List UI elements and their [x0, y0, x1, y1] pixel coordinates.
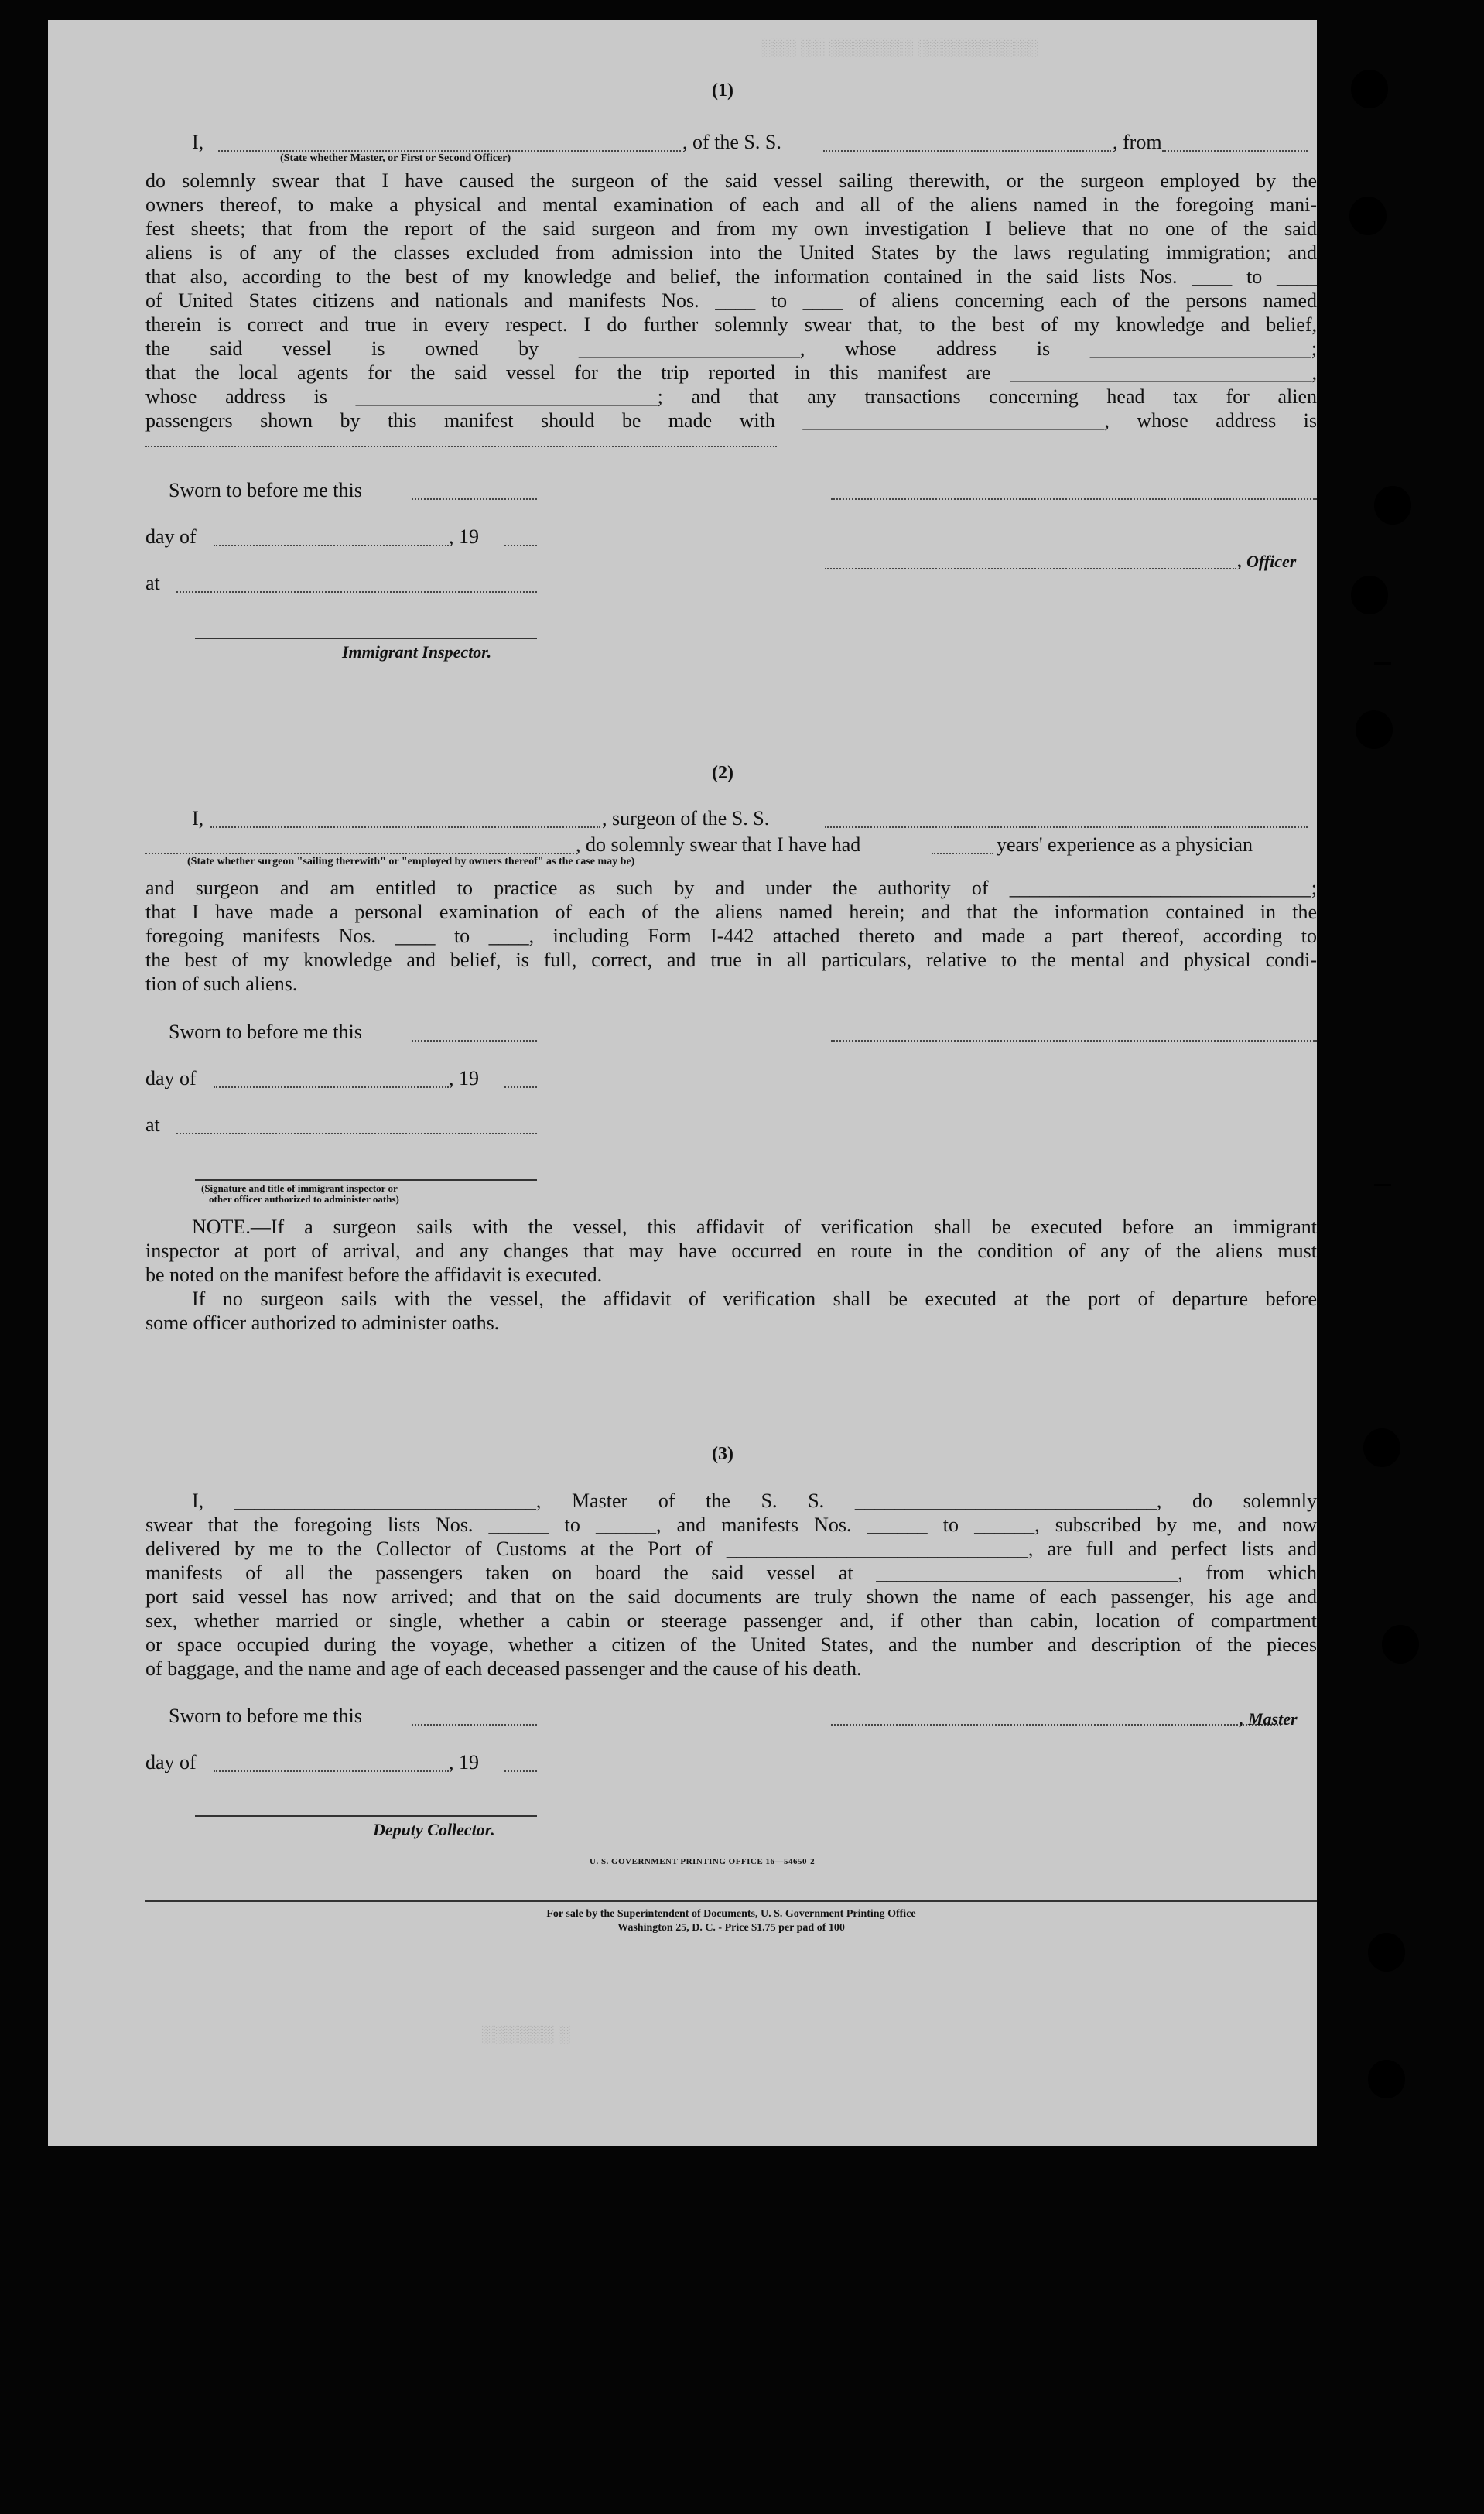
edge-mark	[1374, 662, 1391, 665]
section-1-i-label: I,	[192, 131, 204, 153]
surgeon-vessel-field	[825, 826, 1308, 828]
section-2-caption: (State whether surgeon "sailing therewith" or "employed by owners thereof" as the case may be)	[187, 856, 635, 867]
section-2-year-label: , 19	[449, 1067, 479, 1089]
section-2-i-label: I,	[192, 807, 204, 829]
gpo-imprint: U. S. GOVERNMENT PRINTING OFFICE 16—54650-2	[590, 1857, 816, 1866]
section-2-number: (2)	[712, 763, 733, 783]
section-2-swear-label: , do solemnly swear that I have had	[576, 833, 861, 856]
years-experience-field	[932, 853, 993, 854]
signature-caption-1: (Signature and title of immigrant inspector or	[201, 1182, 398, 1194]
footer-sale-line-2: Washington 25, D. C. - Price $1.75 per pad of 100	[617, 1922, 845, 1934]
day-of-field	[214, 545, 449, 546]
from-port-field	[1162, 150, 1308, 152]
section-3-number: (3)	[712, 1444, 733, 1464]
section-1-caption: (State whether Master, or First or Second Officer)	[280, 152, 511, 164]
officer-signature-field	[825, 568, 1236, 569]
section-1-day-label: day of	[145, 525, 197, 548]
section-2-day-label: day of	[145, 1067, 197, 1089]
surgeon-signature-field	[831, 1040, 1317, 1042]
inspector-signature-line	[195, 1179, 537, 1181]
binder-hole	[1368, 2060, 1405, 2098]
binder-hole	[1351, 70, 1388, 108]
day-of-field	[214, 1770, 449, 1772]
officer-signature-line-1	[831, 498, 1317, 500]
footer-rule	[145, 1900, 1317, 1902]
officer-rank-field	[218, 150, 681, 152]
bleed-through-text: ░░░ ░░ ░░░░░░░ ░░░░░░░░░░	[760, 37, 1038, 56]
day-of-field	[214, 1086, 449, 1088]
section-1-number: (1)	[712, 80, 733, 101]
year-field	[504, 1086, 537, 1088]
section-2-sworn-label: Sworn to before me this	[169, 1021, 362, 1043]
vessel-name-field	[823, 150, 1111, 152]
surgeon-name-field	[210, 826, 600, 828]
section-1-at-label: at	[145, 572, 160, 594]
sworn-date-field	[412, 1040, 537, 1042]
binder-hole	[1349, 197, 1387, 235]
binder-hole	[1368, 1933, 1405, 1972]
inspector-label: Immigrant Inspector.	[342, 642, 492, 662]
section-2-physician-label: years' experience as a physician	[997, 833, 1253, 856]
year-field	[504, 545, 537, 546]
binder-hole	[1351, 576, 1388, 614]
edge-mark	[1374, 1184, 1391, 1186]
section-3-year-label: , 19	[449, 1751, 479, 1773]
section-3-day-label: day of	[145, 1751, 197, 1773]
section-1-sworn-label: Sworn to before me this	[169, 479, 362, 501]
binder-hole	[1382, 1625, 1419, 1664]
footer-sale-line-1: For sale by the Superintendent of Documents, U. S. Government Printing Office	[546, 1908, 916, 1920]
collector-label: Deputy Collector.	[373, 1820, 495, 1839]
binder-hole	[1356, 710, 1393, 749]
sworn-date-field	[412, 498, 537, 500]
sworn-date-field	[412, 1724, 537, 1726]
binder-hole	[1363, 1428, 1400, 1467]
master-signature-field	[831, 1724, 1281, 1726]
section-3-sworn-label: Sworn to before me this	[169, 1705, 362, 1727]
section-2-at-label: at	[145, 1113, 160, 1136]
head-tax-address-field	[145, 446, 777, 447]
inspector-signature-line	[195, 638, 537, 639]
bleed-through-text: ░░░░░░ ░	[481, 2024, 570, 2044]
year-field	[504, 1770, 537, 1772]
section-1-year-label: , 19	[449, 525, 479, 548]
binder-hole	[1374, 486, 1411, 525]
document-page: ░░░ ░░ ░░░░░░░ ░░░░░░░░░░ ░░░░░░ ░ (1) I, , of the S. S. , from (State whether Master, or First or Second Officer) do solemnly swear that I have caused the surgeon of the said vessel sailing therewith, or the surgeon employed by the owners thereof, to make a physical and mental examination of each and all of the aliens named in the foregoing mani- fest sheets; that from the report of the said surgeon and from my own investigation I believe that no one of the said aliens is of any of the classes excluded from admission into the United States by the laws regulating immigration; and that also, according to the best of my knowledge and belief, the information contained in the said lists Nos. ____ to ____ of United States citizens and nationals and manifests Nos. ____ to ____ of aliens concerning each of the persons named therein is correct and true in every respect. I do further solemnly swear that, to the best of my knowledge and belief, the said vessel is owned by ______________________, whose address is ______________________; that the local agents for the said vessel for the trip reported in this manifest are ______________________________, whose address is ______________________________; and that any transactions concerning head tax for alien passengers shown by this manifest should be made with ______________________________, whose address is Sworn to before me this day of , 19 , Officer at Immigrant Inspector. (2) I, , surgeon of the S. S. , do solemnly swear that I have had years' experience as a physician (State whether surgeon "sailing therewith" or "employed by owners thereof" as the case may be) and surgeon and am entitled to practice as such by and under the authority of ______________________________; that I have made a personal examination of each of the aliens named herein; and that the information contained in the foregoing manifests Nos. ____ to ____, including Form I-442 attached thereto and made a part thereof, according to the best of my knowledge and belief, is full, correct, and true in all particulars, relative to the mental and physical condi- tion of such aliens. Sworn to before me this day of , 19 at (Signature and title of immigrant inspector or other officer authorized to administer oaths) NOTE.—If a surgeon sails with the vessel, this affidavit of verification shall be executed before an immigrant inspector at port of arrival, and any changes that may have occurred en route in the condition of any of the aliens must be noted on the manifest before the affidavit is executed. If no surgeon sails with the vessel, the affidavit of verification shall be executed at the port of departure before some officer authorized to administer oaths. (3) I, ______________________________, Master of the S. S. ______________________________, do solemnly swear that the foregoing lists Nos. ______ to ______, and manifests Nos. ______ to ______, subscribed by me, and now delivered by me to the Collector of Customs at the Port of ______________________________, are full and perfect lists and manifests of all the passengers taken on board the said vessel at ______________________________, from which port said vessel has now arrived; and that on the said documents are truly shown the name of each passenger, his age and sex, whether married or single, whether a cabin or steerage passenger and, if other than cabin, location of compartment or space occupied during the voyage, whether a citizen of the United States, and the number and description of the pieces of baggage, and the name and age of each deceased passenger and the cause of his death. Sworn to before me this , Master day of , 19 Deputy Collector. U. S. GOVERNMENT PRINTING OFFICE 16—54650-2 For sale by the Superintendent of Documents, U. S. Government Printing Office Washington 25, D. C. - Price $1.75 per pad of 100	[48, 20, 1317, 2146]
master-label: , Master	[1240, 1709, 1298, 1729]
section-2-ss-label: , surgeon of the S. S.	[602, 807, 770, 829]
at-place-field	[176, 1133, 537, 1134]
signature-caption-2: other officer authorized to administer oaths)	[209, 1193, 399, 1205]
at-place-field	[176, 591, 537, 593]
section-1-from-label: , from	[1113, 131, 1162, 153]
collector-signature-line	[195, 1815, 537, 1817]
officer-label: , Officer	[1238, 552, 1297, 571]
section-1-ss-label: , of the S. S.	[682, 131, 781, 153]
surgeon-status-field	[145, 853, 574, 854]
